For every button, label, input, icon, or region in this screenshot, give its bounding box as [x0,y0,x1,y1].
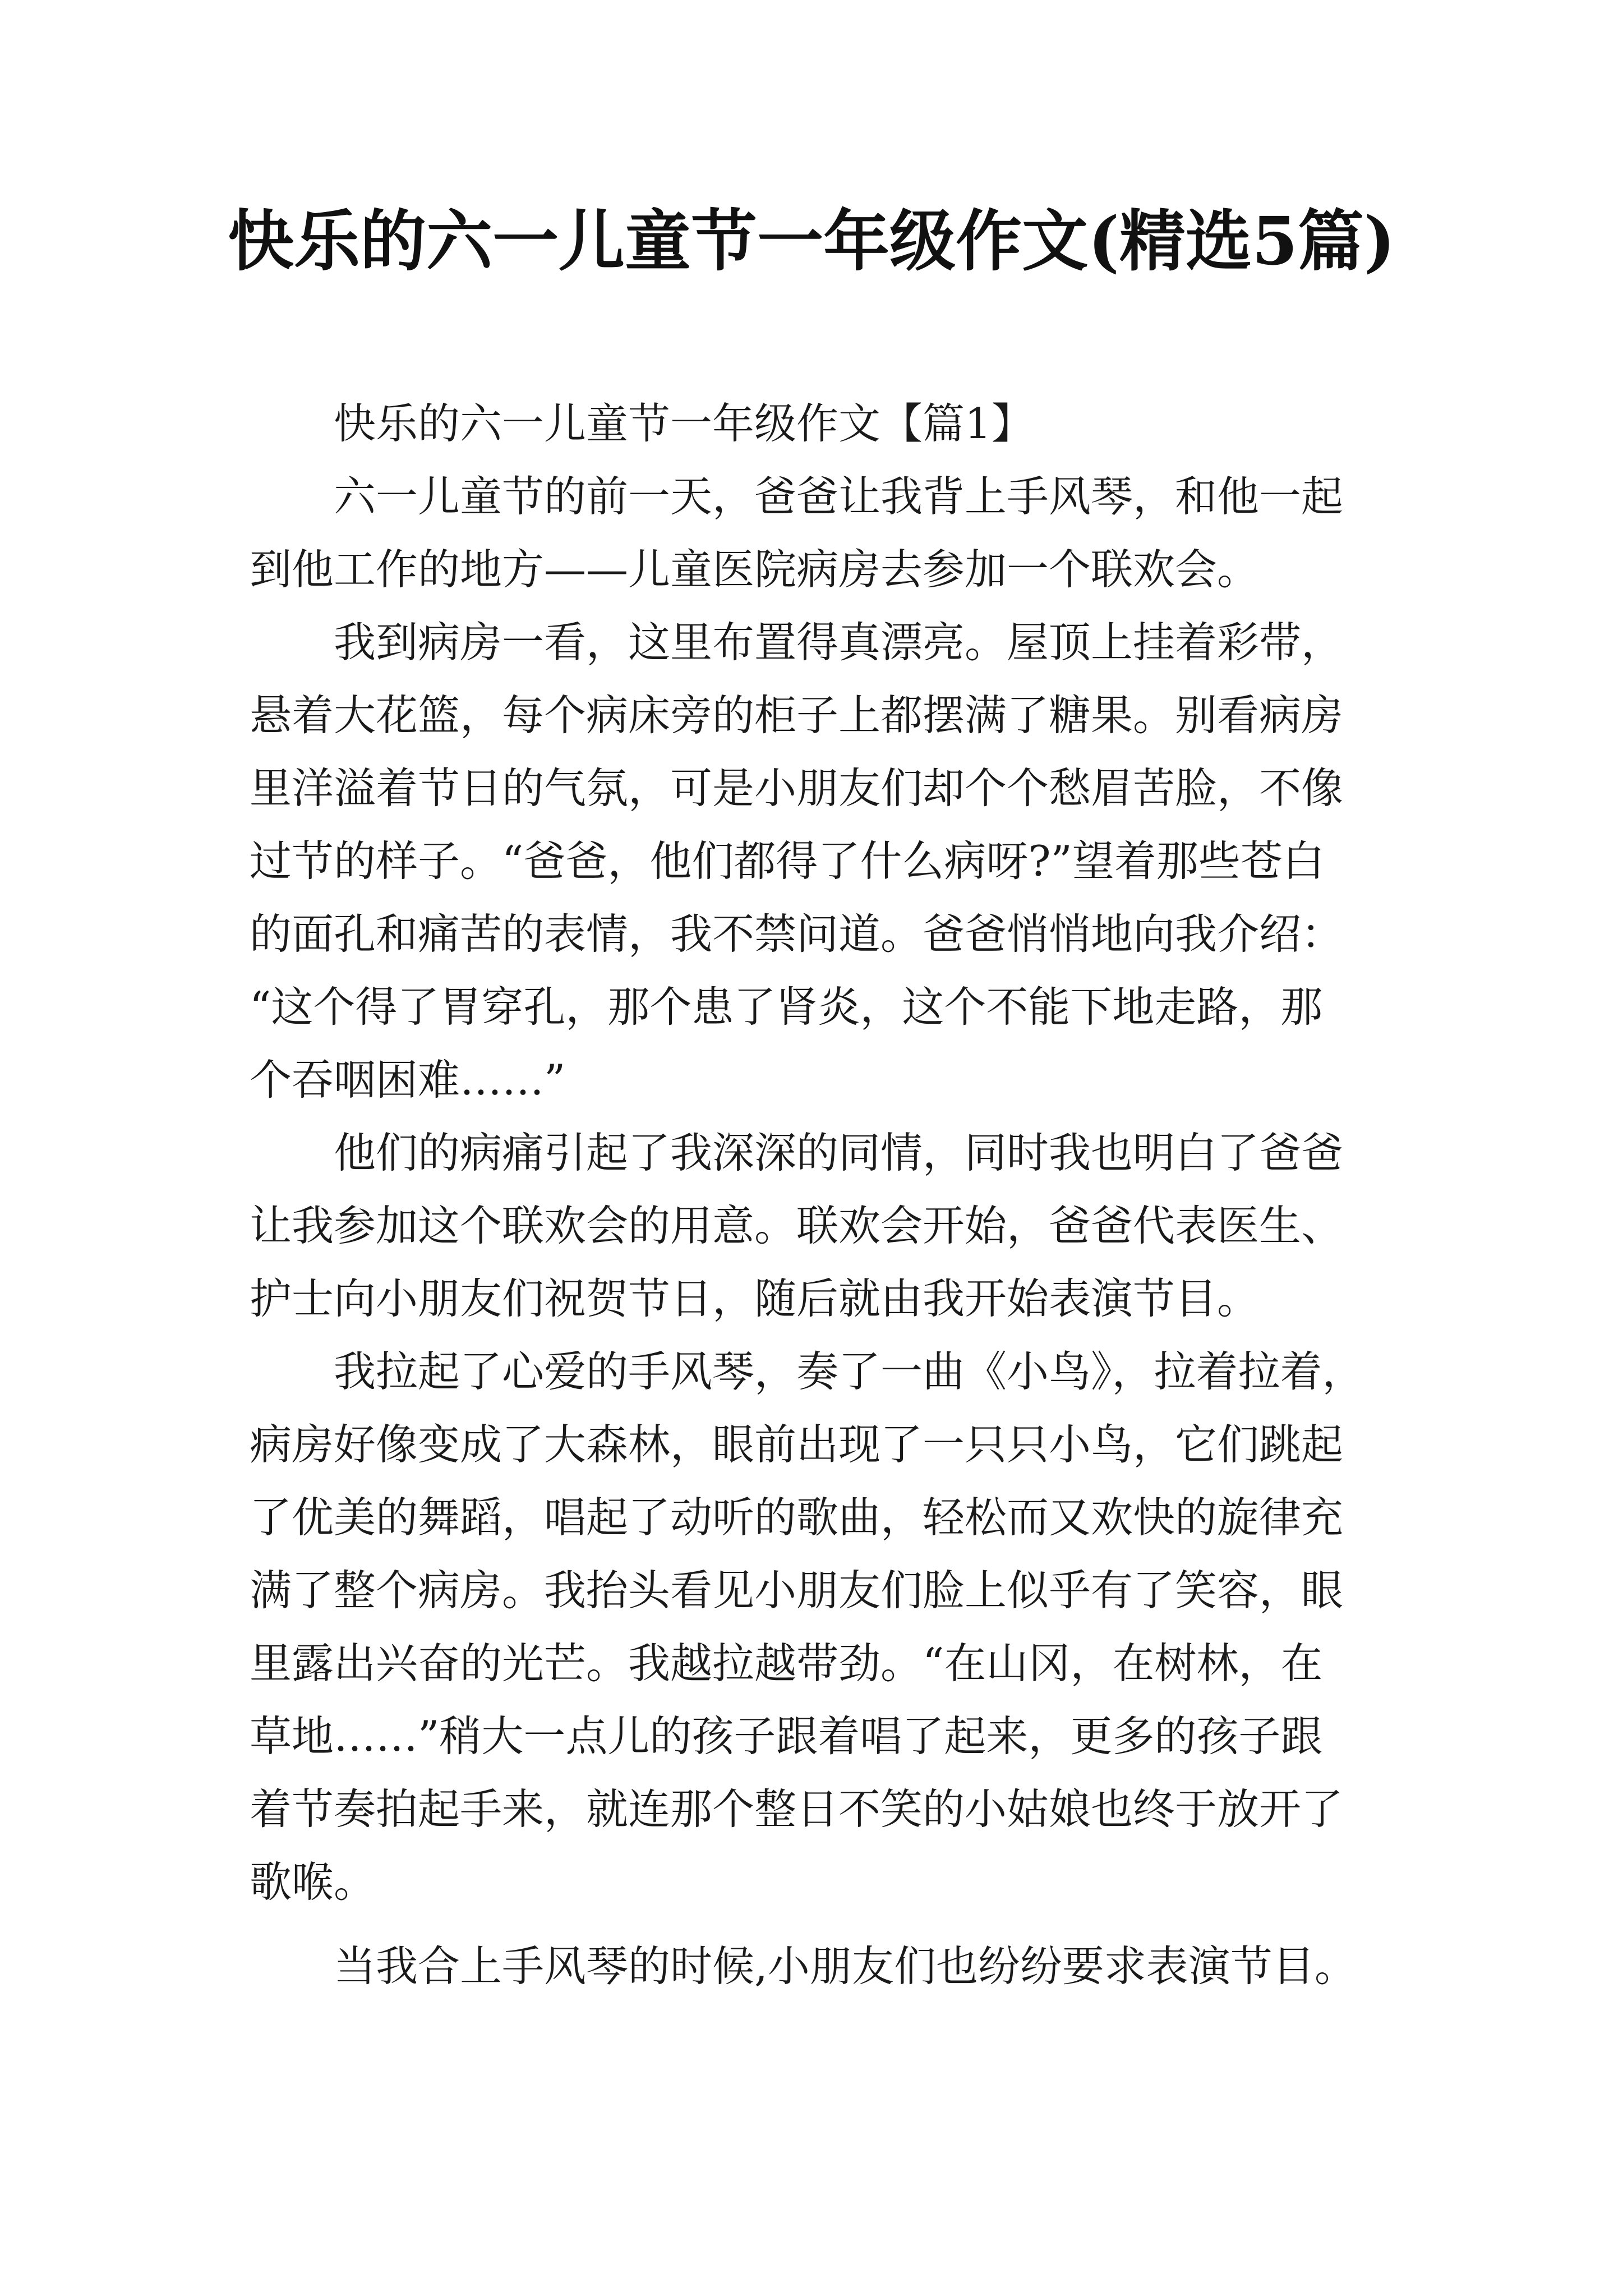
paragraph-line: 悬着大花篮，每个病床旁的柜子上都摆满了糖果。别看病房 [250,691,1344,740]
paragraph-5 [250,1930,1382,2003]
paragraph-line: 过节的样子。“爸爸，他们都得了什么病呀?”望着那些苍白 [250,836,1325,886]
section-heading: 快乐的六一儿童节一年级作文【篇1】 [334,399,1034,448]
paragraph-2 [250,606,1382,1116]
paragraph-line: 里洋溢着节日的气氛，可是小朋友们却个个愁眉苦脸，不像 [250,763,1344,813]
paragraph-line: 我拉起了心爱的手风琴，奏了一曲《小鸟》，拉着拉着， [334,1347,1364,1396]
paragraph-line: 个吞咽困难……” [250,1055,566,1105]
paragraph-line: 歌喉。 [250,1857,376,1907]
paragraph-line: 他们的病痛引起了我深深的同情，同时我也明白了爸爸 [334,1128,1344,1177]
paragraph-line: 六一儿童节的前一天，爸爸让我背上手风琴，和他一起 [334,472,1344,521]
paragraph-3 [250,1116,1382,1335]
paragraph-line: 满了整个病房。我抬头看见小朋友们脸上似乎有了笑容，眼 [250,1566,1344,1615]
paragraph-line: 护士向小朋友们祝贺节日，随后就由我开始表演节目。 [250,1274,1260,1323]
paragraph-line: 让我参加这个联欢会的用意。联欢会开始，爸爸代表医生、 [250,1201,1344,1250]
paragraph-line: 病房好像变成了大森林，眼前出现了一只只小鸟，它们跳起 [250,1420,1344,1469]
paragraph-line: 的面孔和痛苦的表情，我不禁问道。爸爸悄悄地向我介绍： [250,909,1344,959]
paragraph-line: 着节奏拍起手来，就连那个整日不笑的小姑娘也终于放开了 [250,1784,1344,1834]
paragraph-4 [250,1335,1382,1918]
document-title: 快乐的六一儿童节一年级作文(精选5篇) [228,202,1395,280]
paragraph-line: “这个得了胃穿孔，那个患了肾炎，这个不能下地走路，那 [250,982,1323,1032]
paragraph-line: 里露出兴奋的光芒。我越拉越带劲。“在山冈，在树林，在 [250,1639,1323,1688]
paragraph-line: 了优美的舞蹈，唱起了动听的歌曲，轻松而又欢快的旋律充 [250,1493,1344,1542]
paragraph-line: 草地……”稍大一点儿的孩子跟着唱了起来，更多的孩子跟 [250,1711,1323,1761]
paragraph-1 [250,460,1382,606]
document-body [250,387,1382,2003]
paragraph-line: 当我合上手风琴的时候,小朋友们也纷纷要求表演节目。 [334,1941,1357,1991]
paragraph-line: 我到病房一看，这里布置得真漂亮。屋顶上挂着彩带， [334,618,1344,667]
paragraph-line: 到他工作的地方——儿童医院病房去参加一个联欢会。 [250,545,1260,594]
